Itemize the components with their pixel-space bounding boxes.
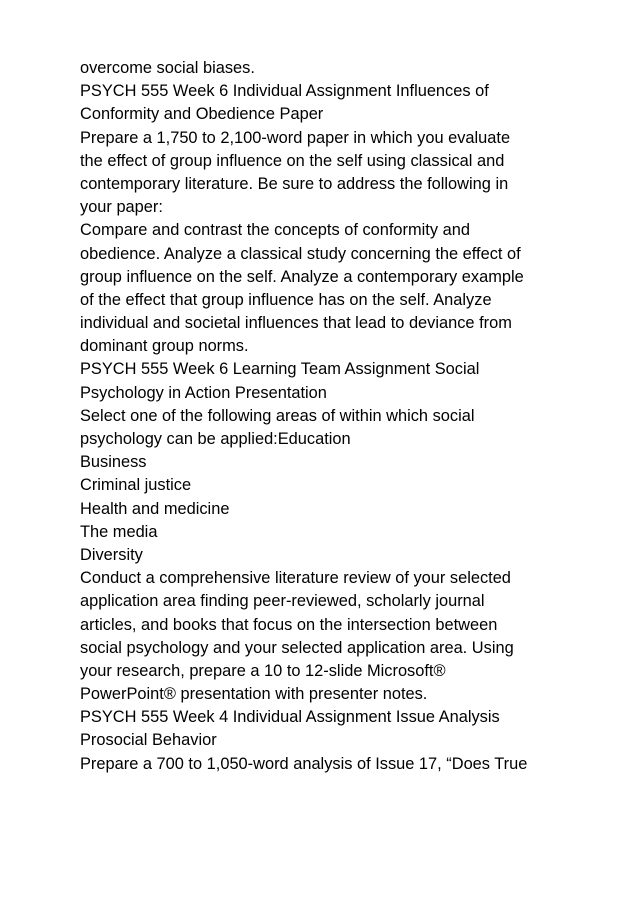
text-line: Prepare a 1,750 to 2,100-word paper in which you evaluate	[80, 128, 511, 147]
text-line: group influence on the self. Analyze a contemporary example	[80, 267, 524, 286]
text-line: Prepare a 700 to 1,050-word analysis of Issue 17, “Does True	[80, 754, 528, 773]
text-line: dominant group norms.	[80, 337, 249, 356]
text-line: Psychology in Action Presentation	[80, 383, 327, 402]
text-line: articles, and books that focus on the intersection between	[80, 615, 498, 634]
text-line: your paper:	[80, 198, 163, 217]
text-line: Conformity and Obedience Paper	[80, 105, 324, 124]
text-line: psychology can be applied:Education	[80, 430, 351, 448]
text-line: social psychology and your selected application area. Using	[80, 638, 514, 657]
text-line: of the effect that group influence has on the self. Analyze	[80, 290, 492, 309]
text-line: Diversity	[80, 545, 143, 564]
text-line: obedience. Analyze a classical study concerning the effect of	[80, 244, 521, 263]
text-line: PowerPoint® presentation with presenter notes.	[80, 685, 428, 704]
text-line: Criminal justice	[80, 476, 192, 495]
text-line: PSYCH 555 Week 4 Individual Assignment Issue Analysis	[80, 708, 500, 727]
text-line: The media	[80, 522, 158, 541]
text-line: Business	[80, 453, 147, 472]
document-body	[80, 57, 580, 776]
text-line: Health and medicine	[80, 499, 230, 518]
text-line: the effect of group influence on the self using classical and	[80, 151, 505, 170]
text-line: PSYCH 555 Week 6 Individual Assignment Influences of	[80, 82, 489, 101]
text-line: Select one of the following areas of within which social	[80, 406, 475, 425]
text-line: individual and societal influences that lead to deviance from	[80, 314, 512, 333]
text-line: Conduct a comprehensive literature review of your selected	[80, 569, 511, 588]
text-line: your research, prepare a 10 to 12-slide Microsoft®	[80, 661, 446, 680]
text-line: overcome social biases.	[80, 59, 255, 77]
text-line: Compare and contrast the concepts of conformity and	[80, 221, 470, 240]
text-line: PSYCH 555 Week 6 Learning Team Assignment Social	[80, 360, 480, 379]
text-line: application area finding peer-reviewed, scholarly journal	[80, 592, 485, 611]
text-line: contemporary literature. Be sure to address the following in	[80, 174, 509, 193]
text-line: Prosocial Behavior	[80, 731, 217, 750]
